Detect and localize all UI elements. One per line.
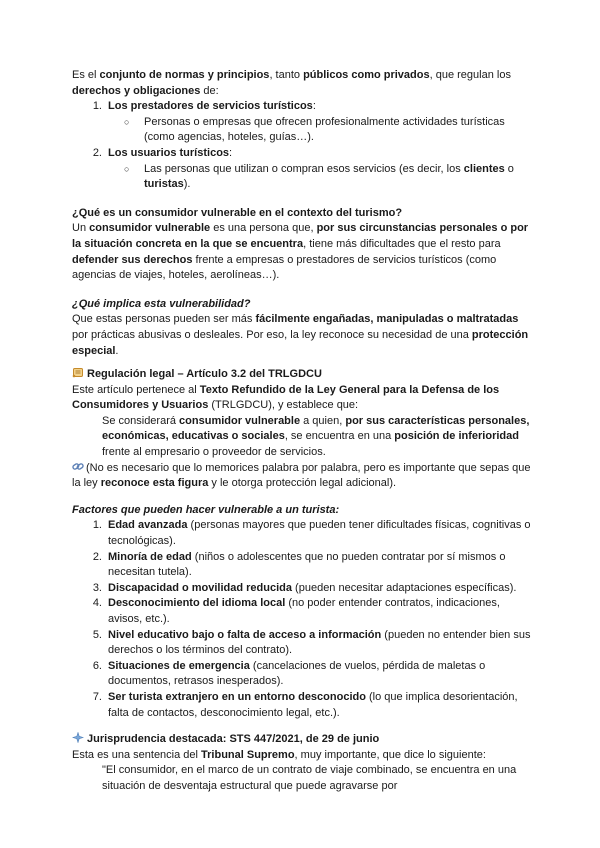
party-item-2: 2. Los usuarios turísticos: [92, 146, 233, 159]
intro-paragraph: Es el conjunto de normas y principios, tanto públicos como privados, que regulan los derechos y obligaciones de: [72, 69, 511, 97]
list-item: 3. Discapacidad o movilidad reducida (pueden necesitar adaptaciones específicas). [92, 581, 517, 594]
section-heading-vulnerabilidad: ¿Qué implica esta vulnerabilidad? [72, 297, 251, 310]
party-item-1: 1. Los prestadores de servicios turísticos: [92, 100, 316, 113]
section-heading-jurisprudencia: Jurisprudencia destacada: STS 447/2021, de 29 de junio [72, 732, 532, 748]
consumidor-vulnerable-paragraph: Un consumidor vulnerable es una persona que, por sus circunstancias personales o por la situación concreta en la que se encuentra, tiene más dificultades que el resto para defender sus derechos frente a empresas o prestadores de servicios turísticos (como agencias de viajes, hoteles, aerolíneas…). [72, 222, 529, 282]
document-page [72, 68, 532, 795]
section-heading-consumidor-vulnerable: ¿Qué es un consumidor vulnerable en el contexto del turismo? [72, 206, 403, 219]
jurisprudencia-paragraph: Esta es una sentencia del Tribunal Supremo, muy importante, que dice lo siguiente: [72, 748, 486, 761]
vulnerabilidad-paragraph: Que estas personas pueden ser más fácilmente engañadas, manipuladas o maltratadas por prácticas abusivas o desleales. Por eso, la ley reconoce su necesidad de una protección especial. [72, 313, 529, 357]
scroll-icon [72, 367, 84, 378]
factors-list [72, 518, 532, 721]
list-item: 4. Desconocimiento del idioma local (no poder entender contratos, indicaciones, avisos, etc.). [92, 597, 500, 625]
sparkle-icon [72, 732, 84, 743]
section-heading-regulacion-legal: Regulación legal – Artículo 3.2 del TRLGDCU [72, 367, 532, 383]
legal-note: (No es necesario que lo memorices palabra por palabra, pero es importante que sepas que la ley reconoce esta figura y le otorga protección legal adicional). [72, 461, 531, 490]
party-bullet-2: ○ Las personas que utilizan o compran esos servicios (es decir, los clientes o turistas). [72, 162, 532, 193]
hollow-bullet-icon: ○ [124, 163, 130, 174]
regulacion-legal-paragraph: Este artículo pertenece al Texto Refundido de la Ley General para la Defensa de los Consumidores y Usuarios (TRLGDCU), y establece que: [72, 383, 500, 412]
list-item: 1. Edad avanzada (personas mayores que pueden tener dificultades físicas, cognitivas o tecnológicas). [92, 519, 531, 548]
list-item: 2. Minoría de edad (niños o adolescentes que no pueden contratar por sí mismos o necesitan tutela). [92, 550, 506, 579]
hollow-bullet-icon: ○ [124, 116, 130, 127]
list-item: 7. Ser turista extranjero en un entorno desconocido (lo que implica desorientación, falta de contactos, desconocimiento legal, etc.). [92, 690, 518, 719]
jurisprudencia-quote: "El consumidor, en el marco de un contrato de viaje combinado, se encuentra en una situación de desventaja estructural que puede agravarse por [102, 764, 517, 792]
link-icon [72, 461, 84, 472]
list-item: 5. Nivel educativo bajo o falta de acceso a información (pueden no entender bien sus derechos o los términos del contrato). [92, 628, 531, 657]
section-heading-factores: Factores que pueden hacer vulnerable a un turista: [72, 503, 340, 516]
list-item: 6. Situaciones de emergencia (cancelaciones de vuelos, pérdida de maletas o documentos, retrasos inesperados). [92, 659, 486, 688]
legal-quote: Se considerará consumidor vulnerable a quien, por sus características personales, económicas, educativas o sociales, se encuentra en una posición de inferioridad frente al empresario o proveedor de servicios. [102, 414, 530, 459]
party-bullet-1: ○ Personas o empresas que ofrecen profesionalmente actividades turísticas (como agencias, hoteles, guías…). [72, 115, 532, 146]
